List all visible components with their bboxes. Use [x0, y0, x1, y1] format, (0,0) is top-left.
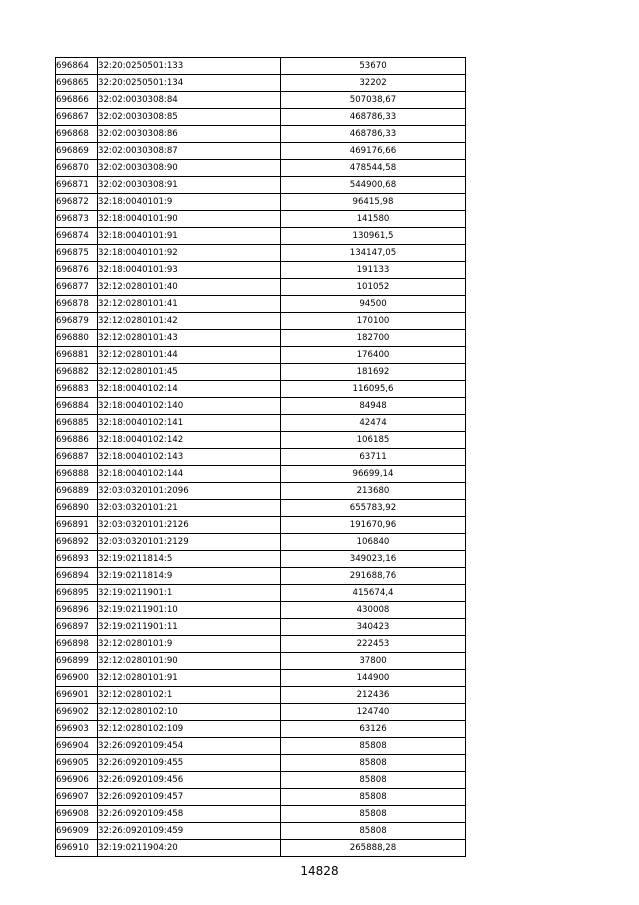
row-id-cell: 696897 — [56, 619, 98, 636]
table-row — [56, 330, 466, 347]
cadastral-number-cell: 32:19:0211901:11 — [98, 619, 281, 636]
cadastral-number-cell: 32:12:0280101:40 — [98, 279, 281, 296]
cadastral-number-cell: 32:02:0030308:84 — [98, 92, 281, 109]
cadastral-number-cell: 32:02:0030308:86 — [98, 126, 281, 143]
table-row — [56, 619, 466, 636]
cadastral-number-cell: 32:18:0040102:140 — [98, 398, 281, 415]
value-cell: 85808 — [281, 738, 466, 755]
row-id-cell: 696865 — [56, 75, 98, 92]
cadastral-number-cell: 32:12:0280102:109 — [98, 721, 281, 738]
value-cell: 85808 — [281, 755, 466, 772]
row-id-cell: 696906 — [56, 772, 98, 789]
row-id-cell: 696875 — [56, 245, 98, 262]
cadastral-number-cell: 32:18:0040101:91 — [98, 228, 281, 245]
table-row — [56, 177, 466, 194]
value-cell: 291688,76 — [281, 568, 466, 585]
value-cell: 130961,5 — [281, 228, 466, 245]
table-row — [56, 772, 466, 789]
cadastral-number-cell: 32:03:0320101:2126 — [98, 517, 281, 534]
value-cell: 212436 — [281, 687, 466, 704]
value-cell: 655783,92 — [281, 500, 466, 517]
cadastral-number-cell: 32:03:0320101:2096 — [98, 483, 281, 500]
row-id-cell: 696872 — [56, 194, 98, 211]
value-cell: 144900 — [281, 670, 466, 687]
cadastral-number-cell: 32:18:0040102:14 — [98, 381, 281, 398]
value-cell: 469176,66 — [281, 143, 466, 160]
table-row — [56, 500, 466, 517]
value-cell: 37800 — [281, 653, 466, 670]
table-row — [56, 585, 466, 602]
table-row — [56, 92, 466, 109]
table-row — [56, 109, 466, 126]
value-cell: 85808 — [281, 789, 466, 806]
value-cell: 181692 — [281, 364, 466, 381]
row-id-cell: 696894 — [56, 568, 98, 585]
table-row — [56, 211, 466, 228]
cadastral-number-cell: 32:19:0211904:20 — [98, 840, 281, 857]
table-row — [56, 313, 466, 330]
row-id-cell: 696883 — [56, 381, 98, 398]
table-row — [56, 602, 466, 619]
cadastral-number-cell: 32:18:0040102:142 — [98, 432, 281, 449]
row-id-cell: 696866 — [56, 92, 98, 109]
row-id-cell: 696890 — [56, 500, 98, 517]
table-body — [56, 58, 466, 857]
value-cell: 96415,98 — [281, 194, 466, 211]
cadastral-number-cell: 32:18:0040101:92 — [98, 245, 281, 262]
table-row — [56, 398, 466, 415]
cadastral-number-cell: 32:26:0920109:457 — [98, 789, 281, 806]
row-id-cell: 696888 — [56, 466, 98, 483]
value-cell: 182700 — [281, 330, 466, 347]
value-cell: 134147,05 — [281, 245, 466, 262]
table-row — [56, 126, 466, 143]
value-cell: 106840 — [281, 534, 466, 551]
value-cell: 32202 — [281, 75, 466, 92]
cadastral-number-cell: 32:12:0280102:1 — [98, 687, 281, 704]
cadastral-number-cell: 32:18:0040101:90 — [98, 211, 281, 228]
row-id-cell: 696899 — [56, 653, 98, 670]
value-cell: 340423 — [281, 619, 466, 636]
row-id-cell: 696892 — [56, 534, 98, 551]
row-id-cell: 696909 — [56, 823, 98, 840]
table-row — [56, 432, 466, 449]
cadastral-number-cell: 32:26:0920109:455 — [98, 755, 281, 772]
cadastral-number-cell: 32:02:0030308:85 — [98, 109, 281, 126]
cadastral-number-cell: 32:18:0040101:93 — [98, 262, 281, 279]
table-row — [56, 704, 466, 721]
row-id-cell: 696882 — [56, 364, 98, 381]
value-cell: 415674,4 — [281, 585, 466, 602]
cadastral-number-cell: 32:12:0280101:9 — [98, 636, 281, 653]
cadastral-number-cell: 32:12:0280101:44 — [98, 347, 281, 364]
cadastral-number-cell: 32:12:0280102:10 — [98, 704, 281, 721]
table-row — [56, 58, 466, 75]
row-id-cell: 696893 — [56, 551, 98, 568]
table-row — [56, 721, 466, 738]
value-cell: 85808 — [281, 806, 466, 823]
cadastral-number-cell: 32:26:0920109:456 — [98, 772, 281, 789]
row-id-cell: 696877 — [56, 279, 98, 296]
cadastral-number-cell: 32:18:0040102:144 — [98, 466, 281, 483]
row-id-cell: 696903 — [56, 721, 98, 738]
row-id-cell: 696907 — [56, 789, 98, 806]
table-row — [56, 143, 466, 160]
row-id-cell: 696874 — [56, 228, 98, 245]
cadastral-number-cell: 32:12:0280101:45 — [98, 364, 281, 381]
table-row — [56, 840, 466, 857]
value-cell: 63126 — [281, 721, 466, 738]
cadastral-number-cell: 32:19:0211901:10 — [98, 602, 281, 619]
row-id-cell: 696891 — [56, 517, 98, 534]
table-row — [56, 670, 466, 687]
cadastral-number-cell: 32:02:0030308:90 — [98, 160, 281, 177]
cadastral-number-cell: 32:02:0030308:91 — [98, 177, 281, 194]
value-cell: 116095,6 — [281, 381, 466, 398]
row-id-cell: 696884 — [56, 398, 98, 415]
table-row — [56, 449, 466, 466]
cadastral-number-cell: 32:19:0211814:9 — [98, 568, 281, 585]
cadastral-number-cell: 32:12:0280101:42 — [98, 313, 281, 330]
table-row — [56, 75, 466, 92]
row-id-cell: 696905 — [56, 755, 98, 772]
value-cell: 191133 — [281, 262, 466, 279]
row-id-cell: 696886 — [56, 432, 98, 449]
table-row — [56, 653, 466, 670]
cadastral-number-cell: 32:18:0040102:143 — [98, 449, 281, 466]
table-row — [56, 517, 466, 534]
cadastral-number-cell: 32:19:0211814:5 — [98, 551, 281, 568]
row-id-cell: 696871 — [56, 177, 98, 194]
value-cell: 101052 — [281, 279, 466, 296]
cadastral-number-cell: 32:03:0320101:2129 — [98, 534, 281, 551]
row-id-cell: 696908 — [56, 806, 98, 823]
cadastral-number-cell: 32:12:0280101:43 — [98, 330, 281, 347]
row-id-cell: 696887 — [56, 449, 98, 466]
table-row — [56, 755, 466, 772]
value-cell: 544900,68 — [281, 177, 466, 194]
table-row — [56, 687, 466, 704]
value-cell: 84948 — [281, 398, 466, 415]
table-row — [56, 483, 466, 500]
value-cell: 85808 — [281, 823, 466, 840]
row-id-cell: 696880 — [56, 330, 98, 347]
cadastral-number-cell: 32:26:0920109:458 — [98, 806, 281, 823]
value-cell: 141580 — [281, 211, 466, 228]
table-row — [56, 279, 466, 296]
value-cell: 507038,67 — [281, 92, 466, 109]
cadastral-number-cell: 32:20:0250501:133 — [98, 58, 281, 75]
table-row — [56, 415, 466, 432]
table-row — [56, 262, 466, 279]
row-id-cell: 696868 — [56, 126, 98, 143]
cadastral-number-cell: 32:02:0030308:87 — [98, 143, 281, 160]
cadastral-number-cell: 32:26:0920109:459 — [98, 823, 281, 840]
row-id-cell: 696869 — [56, 143, 98, 160]
cadastral-number-cell: 32:03:0320101:21 — [98, 500, 281, 517]
row-id-cell: 696904 — [56, 738, 98, 755]
table-row — [56, 534, 466, 551]
value-cell: 468786,33 — [281, 109, 466, 126]
row-id-cell: 696896 — [56, 602, 98, 619]
cadastral-number-cell: 32:12:0280101:91 — [98, 670, 281, 687]
value-cell: 191670,96 — [281, 517, 466, 534]
cadastral-number-cell: 32:18:0040101:9 — [98, 194, 281, 211]
row-id-cell: 696867 — [56, 109, 98, 126]
row-id-cell: 696879 — [56, 313, 98, 330]
table-row — [56, 347, 466, 364]
value-cell: 124740 — [281, 704, 466, 721]
row-id-cell: 696878 — [56, 296, 98, 313]
row-id-cell: 696902 — [56, 704, 98, 721]
value-cell: 176400 — [281, 347, 466, 364]
row-id-cell: 696873 — [56, 211, 98, 228]
table-row — [56, 160, 466, 177]
value-cell: 170100 — [281, 313, 466, 330]
table-row — [56, 364, 466, 381]
table-row — [56, 381, 466, 398]
cadastral-number-cell: 32:18:0040102:141 — [98, 415, 281, 432]
value-cell: 42474 — [281, 415, 466, 432]
table-row — [56, 568, 466, 585]
cadastral-number-cell: 32:26:0920109:454 — [98, 738, 281, 755]
row-id-cell: 696900 — [56, 670, 98, 687]
value-cell: 63711 — [281, 449, 466, 466]
row-id-cell: 696901 — [56, 687, 98, 704]
cadastral-number-cell: 32:12:0280101:90 — [98, 653, 281, 670]
row-id-cell: 696885 — [56, 415, 98, 432]
value-cell: 265888,28 — [281, 840, 466, 857]
row-id-cell: 696870 — [56, 160, 98, 177]
value-cell: 96699,14 — [281, 466, 466, 483]
table-row — [56, 228, 466, 245]
cadastral-number-cell: 32:19:0211901:1 — [98, 585, 281, 602]
table-row — [56, 806, 466, 823]
row-id-cell: 696895 — [56, 585, 98, 602]
value-cell: 53670 — [281, 58, 466, 75]
table-row — [56, 245, 466, 262]
value-cell: 478544,58 — [281, 160, 466, 177]
table-row — [56, 296, 466, 313]
table-row — [56, 738, 466, 755]
value-cell: 349023,16 — [281, 551, 466, 568]
cadastral-number-cell: 32:20:0250501:134 — [98, 75, 281, 92]
cadastral-value-table — [55, 57, 466, 857]
row-id-cell: 696889 — [56, 483, 98, 500]
cadastral-number-cell: 32:12:0280101:41 — [98, 296, 281, 313]
value-cell: 85808 — [281, 772, 466, 789]
value-cell: 468786,33 — [281, 126, 466, 143]
value-cell: 222453 — [281, 636, 466, 653]
page-number: 14828 — [300, 864, 339, 878]
data-sheet — [55, 57, 466, 857]
row-id-cell: 696898 — [56, 636, 98, 653]
row-id-cell: 696881 — [56, 347, 98, 364]
row-id-cell: 696864 — [56, 58, 98, 75]
table-row — [56, 551, 466, 568]
row-id-cell: 696910 — [56, 840, 98, 857]
row-id-cell: 696876 — [56, 262, 98, 279]
table-row — [56, 636, 466, 653]
table-row — [56, 466, 466, 483]
value-cell: 213680 — [281, 483, 466, 500]
value-cell: 106185 — [281, 432, 466, 449]
table-row — [56, 789, 466, 806]
table-row — [56, 823, 466, 840]
table-row — [56, 194, 466, 211]
value-cell: 430008 — [281, 602, 466, 619]
value-cell: 94500 — [281, 296, 466, 313]
